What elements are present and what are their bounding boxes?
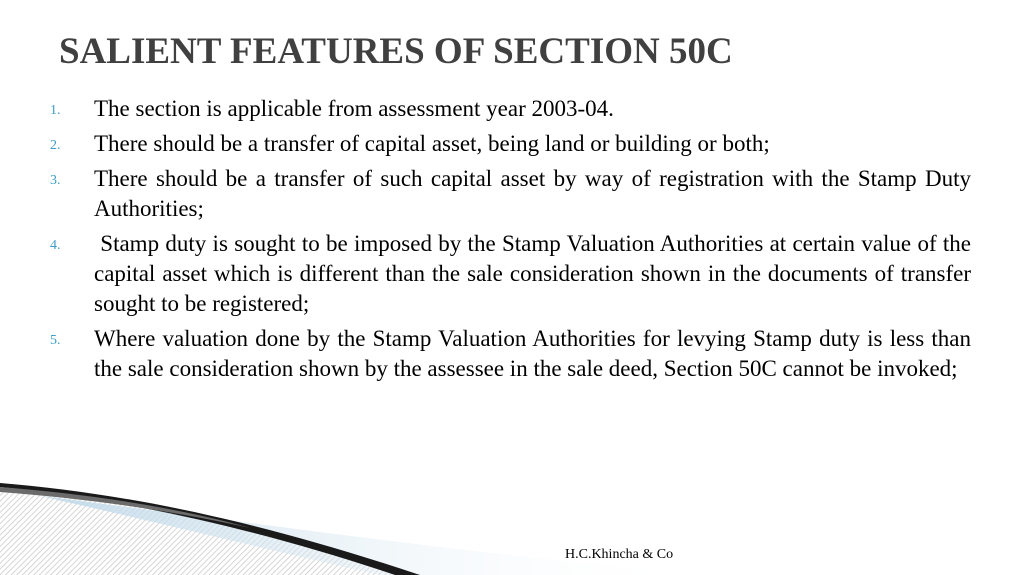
list-item [50,164,971,224]
list-item-text: Stamp duty is sought to be imposed by the Stamp Valuation Authorities at certain value of the capital asset which is different than the sale consideration shown in the documents of transfer sought to be registered; [94,231,977,316]
footer-company: H.C.Khincha & Co [565,547,674,562]
list-item [50,129,971,159]
list-item-number: 2. [50,138,61,153]
feature-list [50,94,977,389]
slide-title: SALIENT FEATURES OF SECTION 50C [59,31,733,72]
list-item-number: 5. [50,333,61,348]
list-item [50,229,977,319]
list-item [50,324,971,384]
list-item-number: 3. [50,173,61,188]
list-item-text: Where valuation done by the Stamp Valuation Authorities for levying Stamp duty is less than the sale consideration shown by the assessee in the sale deed, Section 50C cannot be invoked; [94,326,971,381]
list-item [50,94,971,124]
list-item-text: The section is applicable from assessment year 2003-04. [94,96,614,121]
list-item-text: There should be a transfer of such capital asset by way of registration with the Stamp Duty Authorities; [94,166,971,221]
list-item-number: 1. [50,103,61,118]
list-item-text: There should be a transfer of capital asset, being land or building or both; [94,131,770,156]
list-item-number: 4. [50,238,61,253]
